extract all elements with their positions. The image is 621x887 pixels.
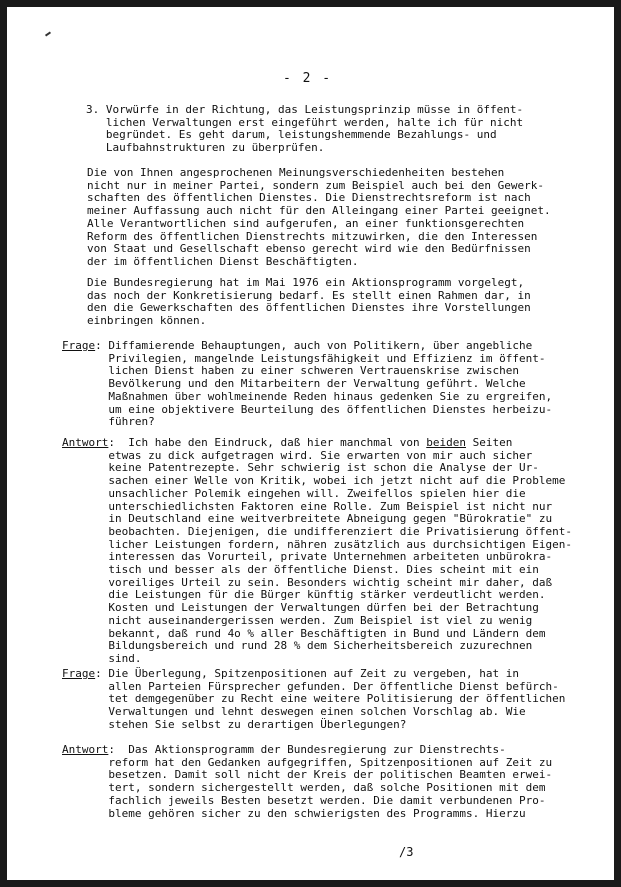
question-text: : Die Überlegung, Spitzenpositionen auf Zeit zu vergeben, hat in allen Parteien Fürsprecher gefunden. Der öffentliche Dienst befürch- tet demgegenüber zu Recht eine weitere Politisierung der öffentlichen Verwaltungen und lehnt deswegen einen solchen Vorschlag ab. Wie stehen Sie selbst zu derartigen Überlegungen?: [95, 667, 566, 731]
question-2: [62, 668, 565, 732]
answer-1: [62, 437, 572, 666]
page-number: - 2 -: [283, 71, 333, 86]
pen-mark: [45, 31, 51, 36]
emphasis-beiden: beiden: [426, 436, 466, 449]
question-text: : Diffamierende Behauptungen, auch von Politikern, über angebliche Privilegien, mangelnde Leistungsfähigkeit und Effizienz im öffent- lichen Dienst haben zu einer schweren Vertrauenskrise zwischen Bevölkerung und den Mitarbeitern der Verwaltung geführt. Welche Maßnahmen über wohlmeinende Reden hinaus gedenken Sie zu ergreifen, um eine objektivere Beurteilung des öffentlichen Dienstes herbeizu- führen?: [95, 339, 553, 429]
question-1: [62, 340, 552, 429]
question-label: Frage: [62, 339, 96, 352]
paragraph-2: Die Bundesregierung hat im Mai 1976 ein Aktionsprogramm vorgelegt, das noch der Konkretisierung bedarf. Es stellt einen Rahmen dar, in den die Gewerkschaften des öffentlichen Dienstes ihre Vorstellungen einbringen können.: [87, 276, 531, 328]
document-page: [7, 7, 614, 880]
answer-2: [62, 744, 552, 820]
continuation-marker: /3: [399, 845, 414, 859]
answer-label: Antwort: [62, 436, 109, 449]
question-label: Frage: [62, 667, 96, 680]
answer-text-cont: Seiten etwas zu dick aufgetragen wird. Sie erwarten von mir auch sicher keine Patentrezepte. Sehr schwierig ist schon die Analyse der Ur- sachen einer Welle von Kritik, wobei ich jetzt nicht auf die Probleme unsachlicher Polemik eingehen will. Zweifellos spielen hier die unterschiedlichsten Faktoren eine Rolle. Zum Beispiel ist nicht nur in Deutschland eine weitverbreitete Abneigung gegen "Bürokratie" zu beobachten. Diejenigen, die undifferenziert die Privatisierung öffent- licher Leistungen fordern, nähren zusätzlich aus durchsichtigen Eigen- interessen das Vorurteil, private Unternehmen arbeiteten unbürokra- tisch und besser als der öffentliche Dienst. Dies scheint mit ein voreiliges Urteil zu sein. Besonders wichtig scheint mir daher, daß die Leistungen für die Bürger künftig stärker verdeutlicht werden. Kosten und Leistungen der Verwaltungen dürfen bei der Betrachtung nicht auseinandergerissen werden. Zum Beispiel ist viel zu wenig bekannt, daß rund 4o % aller Beschäftigten in Bund und Ländern dem Bildungsbereich und rund 28 % dem Sicherheitsbereich zuzurechnen sind.: [108, 436, 572, 665]
answer-label: Antwort: [62, 743, 109, 756]
answer-text: : Ich habe den Eindruck, daß hier manchmal von: [108, 436, 427, 449]
item-3: 3. Vorwürfe in der Richtung, das Leistungsprinzip müsse in öffent- lichen Verwaltungen erst eingeführt werden, halte ich für nicht begründet. Es geht darum, leistungshemmende Bezahlungs- und Laufbahnstrukturen zu überprüfen.: [86, 103, 524, 155]
paragraph-1: Die von Ihnen angesprochenen Meinungsverschiedenheiten bestehen nicht nur in meiner Partei, sondern zum Beispiel auch bei den Gewerk- schaften des öffentlichen Dienstes. Die Dienstrechtsreform ist nach meiner Auffassung auch nicht für den Alleingang einer Partei geeignet. Alle Verantwortlichen sind aufgerufen, an einer funktionsgerechten Reform des öffentlichen Dienstrechts mitzuwirken, die den Interessen von Staat und Gesellschaft ebenso gerecht wird wie den Bedürfnissen der im öffentlichen Dienst Beschäftigten.: [87, 166, 551, 268]
answer-text: : Das Aktionsprogramm der Bundesregierung zur Dienstrechts- reform hat den Gedanken aufgegriffen, Spitzenpositionen auf Zeit zu besetzen. Damit soll nicht der Kreis der politischen Beamten erwei- tert, sondern sichergestellt werden, daß solche Positionen mit dem fachlich jeweils Besten besetzt werden. Die damit verbundenen Pro- bleme gehören sicher zu den schwierigsten des Programms. Hierzu: [108, 743, 553, 820]
